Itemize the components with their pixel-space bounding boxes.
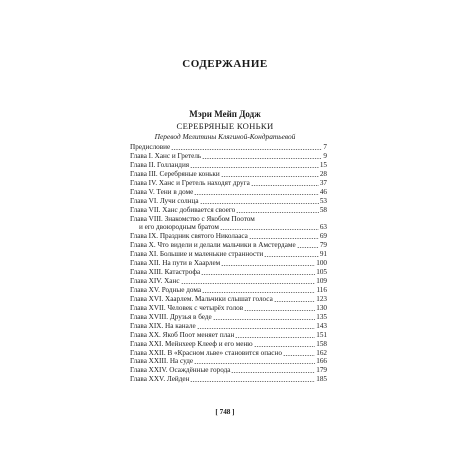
toc-entry [130,366,327,375]
toc-entry-page: 105 [316,268,327,277]
dot-leader [202,158,322,159]
toc-entry-page: 100 [316,259,327,268]
page-number: [ 748 ] [215,408,235,416]
toc-entry-title: Глава XXII. В «Красном льве» становится опасно [130,348,282,357]
toc-entry-title: Глава XXV. Лейден [130,375,190,384]
toc-entry [130,206,327,215]
dot-leader [236,212,319,213]
toc-entry [130,232,327,241]
dot-leader [249,238,319,239]
toc-entry-title: Глава IV. Ханс и Гретель находят друга [130,178,250,187]
toc-entry [130,259,327,268]
toc-entry-page: 158 [316,339,327,348]
toc-entry-title: Глава XV. Родные дома [130,285,202,294]
toc-entry-page: 109 [316,277,327,286]
dot-leader [251,185,319,186]
contents-heading: СОДЕРЖАНИЕ [182,58,268,70]
dot-leader [254,346,316,347]
toc-entry [130,152,327,161]
toc-entry [130,349,327,358]
toc-entry [130,304,327,313]
toc-entry [130,250,327,259]
toc-entry-page: 162 [316,348,327,357]
toc-entry [130,277,327,286]
toc-entry-title: Глава XX. Якоб Поот меняет план [130,330,235,339]
toc-entry-title: Глава III. Серебряные коньки [130,169,220,178]
toc-entry-page: 58 [319,205,327,214]
toc-entry [130,161,327,170]
dot-leader [200,203,319,204]
toc-entry [130,295,327,304]
toc-entry-title: Глава I. Ханс и Гретель [130,151,202,160]
toc-entry-page: 69 [319,232,327,241]
toc-entry [130,268,327,277]
table-of-contents [130,143,327,384]
toc-entry-page: 53 [319,196,327,205]
toc-entry [130,188,327,197]
dot-leader [264,256,319,257]
toc-entry-page: 91 [319,250,327,259]
toc-entry-page: 79 [319,241,327,250]
dot-leader [220,229,319,230]
dot-leader [283,355,315,356]
toc-entry-page: 143 [316,321,327,330]
toc-entry-page: 63 [319,223,327,232]
author-name: Мэри Мейп Додж [189,109,261,119]
dot-leader [213,319,315,320]
toc-entry-title: Глава II. Голландия [130,160,190,169]
toc-entry [130,358,327,367]
toc-entry-page: 15 [319,160,327,169]
toc-entry-page: 28 [319,169,327,178]
toc-entry [130,340,327,349]
dot-leader [274,301,315,302]
toc-entry-title: Глава XIII. Катастрофа [130,268,201,277]
toc-entry-title: Глава XXI. Мейнхеер Клееф и его меню [130,339,253,348]
dot-leader [231,372,315,373]
dot-leader [171,149,322,150]
dot-leader [190,167,319,168]
toc-entry [130,197,327,206]
dot-leader [197,328,316,329]
toc-entry-page: 179 [316,366,327,375]
toc-entry-title: Глава XVII. Человек с четырёх голов [130,303,244,312]
toc-entry-title: Глава XXIV. Осаждённые города [130,366,231,375]
toc-entry-title: Глава VIII. Знакомство с Якобом Поотом [130,214,255,223]
toc-entry-page: 166 [316,357,327,366]
dot-leader [181,283,316,284]
toc-entry-title: Глава XIX. На канале [130,321,196,330]
dot-leader [194,363,315,364]
toc-entry-title: Глава X. Что видели и делали мальчики в Амстердаме [130,241,296,250]
toc-entry [130,286,327,295]
toc-entry-title: Глава IX. Праздник святого Николааса [130,232,248,241]
toc-entry-page: 116 [316,285,327,294]
toc-entry-page: 135 [316,312,327,321]
toc-entry [130,322,327,331]
toc-entry-title: Глава VII. Ханс добивается своего [130,205,236,214]
toc-entry [130,170,327,179]
dot-leader [221,265,315,266]
toc-entry-page: 130 [316,303,327,312]
toc-entry-page: 7 [323,142,327,151]
dot-leader [297,247,319,248]
toc-entry-page: 123 [316,294,327,303]
dot-leader [201,274,315,275]
toc-entry-title: Глава XI. Большие и маленькие странности [130,250,264,259]
toc-entry [130,215,327,224]
dot-leader [244,310,315,311]
toc-entry-title: Глава XVI. Хаарлем. Мальчики слышат голоса [130,294,273,303]
toc-entry-page: 151 [316,330,327,339]
toc-entry-title: Глава V. Тени в доме [130,187,194,196]
toc-entry-title: Предисловие [130,142,171,151]
toc-entry [130,179,327,188]
toc-entry [130,143,327,152]
dot-leader [190,381,315,382]
toc-entry [130,313,327,322]
toc-entry [130,241,327,250]
dot-leader [235,337,315,338]
toc-entry-page: 9 [323,151,327,160]
toc-entry-continuation [130,223,327,232]
dot-leader [202,292,315,293]
toc-entry-page: 185 [316,375,327,384]
dot-leader [221,176,319,177]
toc-entry-title: Глава XVIII. Друзья в беде [130,312,212,321]
work-title: СЕРЕБРЯНЫЕ КОНЬКИ [176,121,274,131]
toc-entry-title: Глава XIV. Ханс [130,277,180,286]
toc-entry [130,375,327,384]
dot-leader [194,194,318,195]
toc-entry-title: Глава XII. На пути в Хаарлем [130,259,221,268]
toc-entry-title: Глава VI. Лучи солнца [130,196,199,205]
toc-entry-page: 46 [319,187,327,196]
toc-entry-title: Глава XXIII. На суде [130,357,194,366]
toc-entry [130,331,327,340]
toc-entry-page: 37 [319,178,327,187]
toc-entry-title-cont: и его двоюродным братом [139,223,219,232]
translator-credit: Перевод Мелитины Клягиной-Кондратьевой [154,132,296,141]
